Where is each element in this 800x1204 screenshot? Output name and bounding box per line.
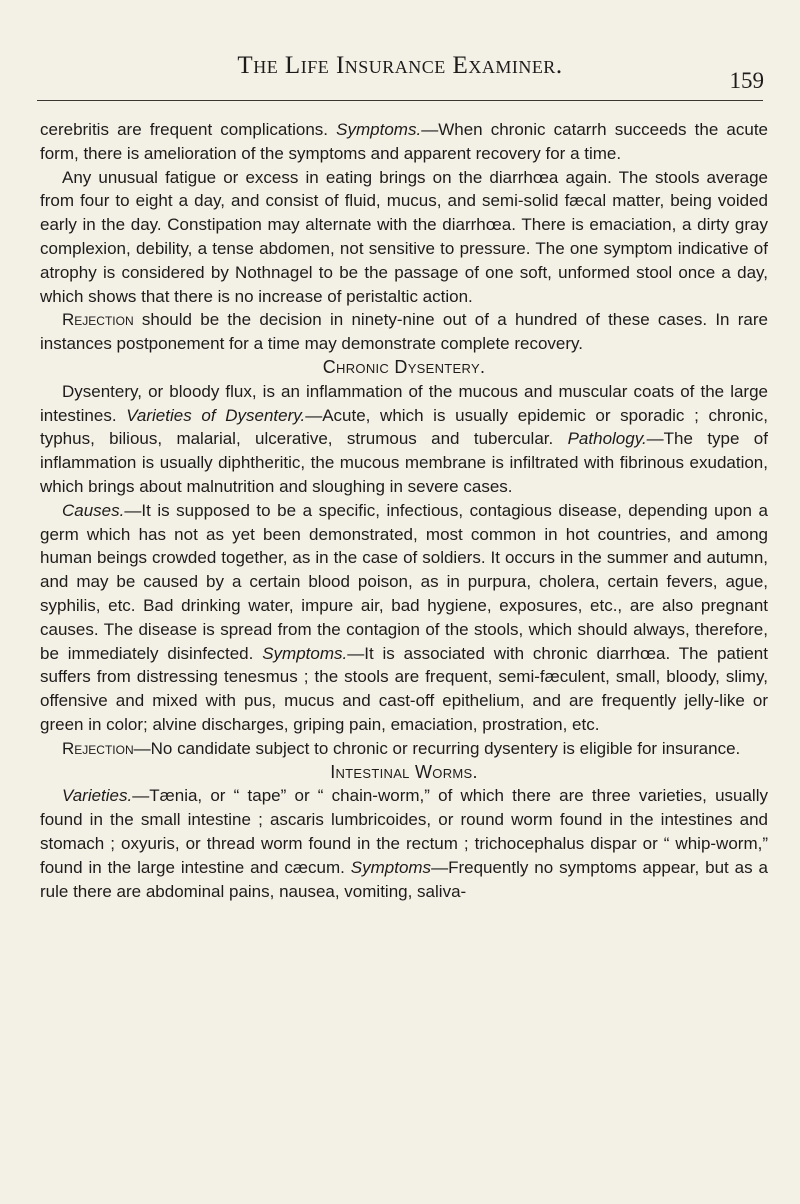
rejection-label: Rejection (62, 310, 134, 330)
varieties-label: Varieties of Dysentery. (126, 405, 306, 425)
symptoms-label: Symptoms (350, 857, 432, 877)
paragraph-fatigue: Any unusual fatigue or excess in eating brings on the diarrhœa again. The stools average from four to eight a day, and consist of fluid, mucus, and semi-solid fæcal matter, being voided early in the day. Constipation may alternate with the diarrhœa. There is emaciation, a dirty gray complexion, debility, a tense abdomen, not sensitive to pressure. The one symptom indicative of atrophy is considered by Nothnagel to be the passage of one soft, unformed stool once a day, which shows that there is no increase of peristaltic action. (40, 167, 768, 306)
symptoms-label: Symptoms. (262, 643, 348, 663)
page-number: 159 (729, 68, 764, 93)
running-head: The Life Insurance Examiner. (237, 52, 563, 79)
paragraph-rejection-catarrh: Rejection should be the decision in ninety-nine out of a hundred of these cases. In rare instances postponement for a time may demonstrate complete recovery. (40, 310, 768, 354)
paragraph-dysentery-causes: Causes.—It is supposed to be a specific, infectious, contagious disease, depending upon a germ which has not as yet been demonstrated, most common in hot countries, and among human beings crowded together, as in the case of soldiers. It occurs in the summer and autumn, and may be caused by a certain blood poison, as in purpura, cholera, certain fevers, ague, syphilis, etc. Bad drinking water, impure air, bad hygiene, exposures, etc., are also pregnant causes. The disease is spread from the contagion of the stools, which should always, therefore, be immediately disinfected. Symptoms.—It is associated with chronic diarrhœa. The patient suffers from distressing tenesmus ; the stools are frequent, semi-fæculent, small, bloody, slimy, offensive and mixed with pus, mucus and cast-off epithelium, and are frequently jelly-like or green in color; alvine discharges, griping pain, emaciation, prostration, etc. (40, 500, 768, 734)
paragraph-cerebritis: cerebritis are frequent complications. Symptoms.—When chronic catarrh succeeds the acute form, there is amelioration of the symptoms and apparent recovery for a time. (40, 120, 768, 163)
paragraph-rejection-dysentery: Rejection—No candidate subject to chronic or recurring dysentery is eligible for insurance. (62, 738, 741, 758)
pathology-label: Pathology. (567, 429, 647, 449)
rejection-label: Rejection (62, 738, 134, 758)
heading-chronic-dysentery: Chronic Dysentery. (322, 356, 486, 377)
heading-intestinal-worms: Intestinal Worms. (330, 761, 478, 782)
body-text (40, 118, 768, 903)
symptoms-label: Symptoms. (336, 120, 422, 139)
header-rule (37, 100, 763, 101)
causes-label: Causes. (62, 500, 125, 520)
paragraph-worm-varieties: Varieties.—Tænia, or “ tape” or “ chain-worm,” of which there are three varieties, usually found in the small intestine ; ascaris lumbricoides, or round worm found in the intestines and stomach ; oxyuris, or thread worm found in the rectum ; trichocephalus dispar or “ whip-worm,” found in the large intestine and cæcum. Symptoms—Frequently no symptoms appear, but as a rule there are abdominal pains, nausea, vomiting, saliva- (40, 786, 768, 901)
paragraph-dysentery-definition: Dysentery, or bloody flux, is an inflammation of the mucous and muscular coats of the large intestines. Varieties of Dysentery.—Acute, which is usually epidemic or sporadic ; chronic, typhus, bilious, malarial, ulcerative, strumous and tubercular. Pathology.—The type of inflammation is usually diphtheritic, the mucous membrane is infiltrated with fibrinous exudation, which brings about malnutrition and sloughing in severe cases. (40, 381, 768, 496)
varieties-label: Varieties. (62, 786, 133, 806)
